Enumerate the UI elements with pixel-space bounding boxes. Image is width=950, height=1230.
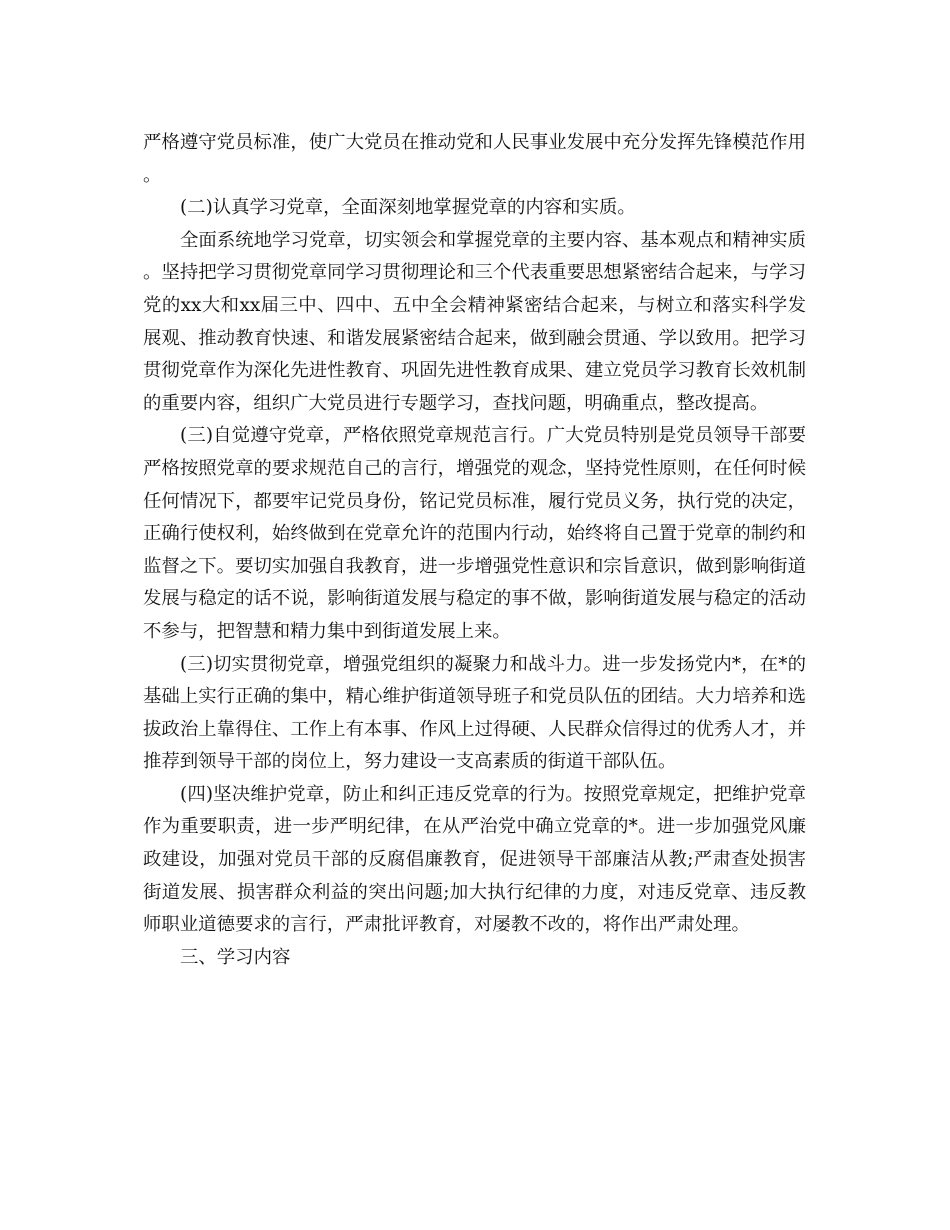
section-heading-learning-content: 三、学习内容: [180, 946, 291, 968]
document-body: [143, 127, 806, 974]
paragraph-study-content: 全面系统地学习党章，切实领会和掌握党章的主要内容、基本观点和精神实质。坚持把学习贯彻党章同学习贯彻理论和三个代表重要思想紧密结合起来，与学习党的xx大和xx届三中、四中、五中全会精神紧密结合起来，与树立和落实科学发展观、推动教育快速、和谐发展紧密结合起来，做到融会贯通、学以致用。把学习贯彻党章作为深化先进性教育、巩固先进性教育成果、建立党员学习教育长效机制的重要内容，组织广大党员进行专题学习，查找问题，明确重点，整改提高。: [143, 229, 806, 414]
paragraph-heading-study: (二)认真学习党章，全面深刻地掌握党章的内容和实质。: [180, 197, 636, 219]
paragraph-observe-constitution: (三)自觉遵守党章，严格依照党章规范言行。广大党员特别是党员领导干部要严格按照党章的要求规范自己的言行，增强党的观念，坚持党性原则，在任何时候任何情况下，都要牢记党员身份，铭记党员标准，履行党员义务，执行党的决定，正确行使权利，始终做到在党章允许的范围内行动，始终将自己置于党章的制约和监督之下。要切实加强自我教育，进一步增强党性意识和宗旨意识，做到影响街道发展与稳定的话不说，影响街道发展与稳定的事不做，影响街道发展与稳定的活动不参与，把智慧和精力集中到街道发展上来。: [143, 425, 806, 642]
paragraph-defend-constitution: (四)坚决维护党章，防止和纠正违反党章的行为。按照党章规定，把维护党章作为重要职责，进一步严明纪律，在从严治党中确立党章的*。进一步加强党风廉政建设，加强对党员干部的反腐倡廉教育，促进领导干部廉洁从教;严肃查处损害街道发展、损害群众利益的突出问题;加大执行纪律的力度，对违反党章、违反教师职业道德要求的言行，严肃批评教育，对屡教不改的，将作出严肃处理。: [143, 783, 806, 936]
paragraph-continuation: 严格遵守党员标准，使广大党员在推动党和人民事业发展中充分发挥先锋模范作用。: [143, 132, 806, 186]
paragraph-implement-constitution: (三)切实贯彻党章，增强党组织的凝聚力和战斗力。进一步发扬党内*，在*的基础上实行正确的集中，精心维护街道领导班子和党员队伍的团结。大力培养和选拔政治上靠得住、工作上有本事、作风上过得硬、人民群众信得过的优秀人才，并推荐到领导干部的岗位上，努力建设一支高素质的街道干部队伍。: [143, 653, 806, 773]
